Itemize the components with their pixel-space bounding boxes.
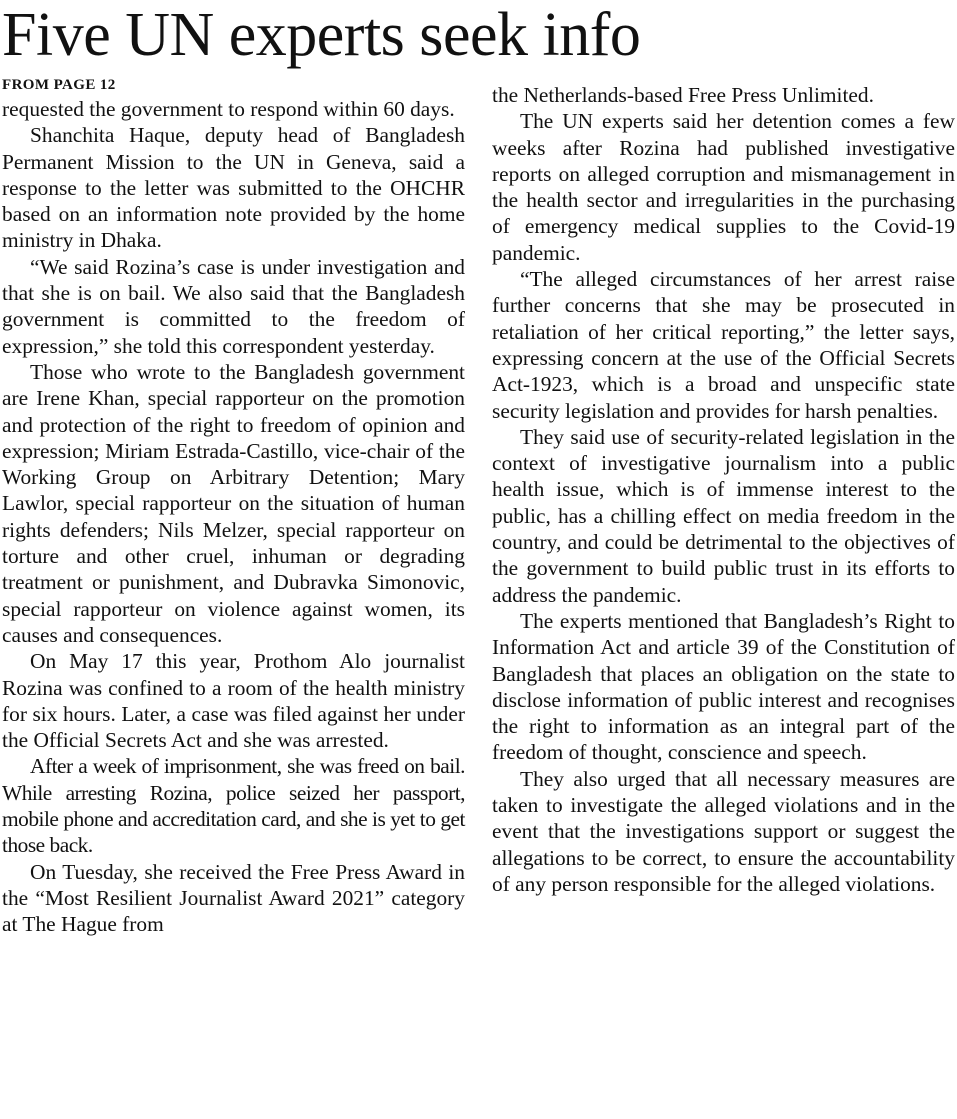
right-column [492, 82, 955, 938]
headline: Five UN experts seek info [2, 1, 641, 69]
paragraph: On Tuesday, she received the Free Press Award in the “Most Resilient Journalist Award 2021” category at The Hague from [2, 859, 465, 937]
paragraph: On May 17 this year, Prothom Alo journalist Rozina was confined to a room of the health ministry for six hours. Later, a case was filed against her under the Official Secrets Act and she was arrested. [2, 649, 465, 753]
article-body [2, 72, 955, 938]
paragraph: the Netherlands-based Free Press Unlimited. [492, 83, 874, 107]
paragraph: After a week of imprisonment, she was freed on bail. While arresting Rozina, police seized her passport, mobile phone and accreditation card, and she is yet to get those back. [2, 754, 465, 858]
paragraph: “We said Rozina’s case is under investigation and that she is on bail. We also said that the Bangladesh government is committed to the freedom of expression,” she told this correspondent yesterday. [2, 254, 465, 358]
paragraph: They said use of security-related legislation in the context of investigative journalism into a public health issue, which is of immense interest to the public, has a chilling effect on media freedom in the country, and could be detrimental to the objectives of the government to build public trust in its efforts to address the pandemic. [492, 424, 955, 607]
left-column [2, 77, 465, 938]
paragraph: The UN experts said her detention comes a few weeks after Rozina had published investigative reports on alleged corruption and mismanagement in the health sector and irregularities in the purchasing of emergency medical supplies to the Covid-19 pandemic. [492, 109, 955, 265]
paragraph: requested the government to respond within 60 days. [2, 97, 455, 121]
paragraph: The experts mentioned that Bangladesh’s Right to Information Act and article 39 of the Constitution of Bangladesh that places an obligation on the state to disclose information of public interest and recognises the right to information as an integral part of the freedom of thought, conscience and speech. [492, 608, 955, 765]
paragraph: They also urged that all necessary measures are taken to investigate the alleged violations and in the event that the investigations support or suggest the allegations to be correct, to ensure the accountability of any person responsible for the alleged violations. [492, 766, 955, 896]
continuation-kicker: FROM PAGE 12 [2, 77, 116, 93]
paragraph: Shanchita Haque, deputy head of Bangladesh Permanent Mission to the UN in Geneva, said a response to the letter was submitted to the OHCHR based on an information note provided by the home ministry in Dhaka. [2, 123, 465, 253]
paragraph: “The alleged circumstances of her arrest raise further concerns that she may be prosecuted in retaliation of her critical reporting,” the letter says, expressing concern at the use of the Official Secrets Act-1923, which is a broad and unspecific state security legislation and provides for harsh penalties. [492, 267, 955, 423]
paragraph: Those who wrote to the Bangladesh government are Irene Khan, special rapporteur on the promotion and protection of the right to freedom of opinion and expression; Miriam Estrada-Castillo, vice-chair of the Working Group on Arbitrary Detention; Mary Lawlor, special rapporteur on the situation of human rights defenders; Nils Melzer, special rapporteur on torture and other cruel, inhuman or degrading treatment or punishment, and Dubravka Simonovic, special rapporteur on violence against women, its causes and consequences. [2, 359, 465, 647]
